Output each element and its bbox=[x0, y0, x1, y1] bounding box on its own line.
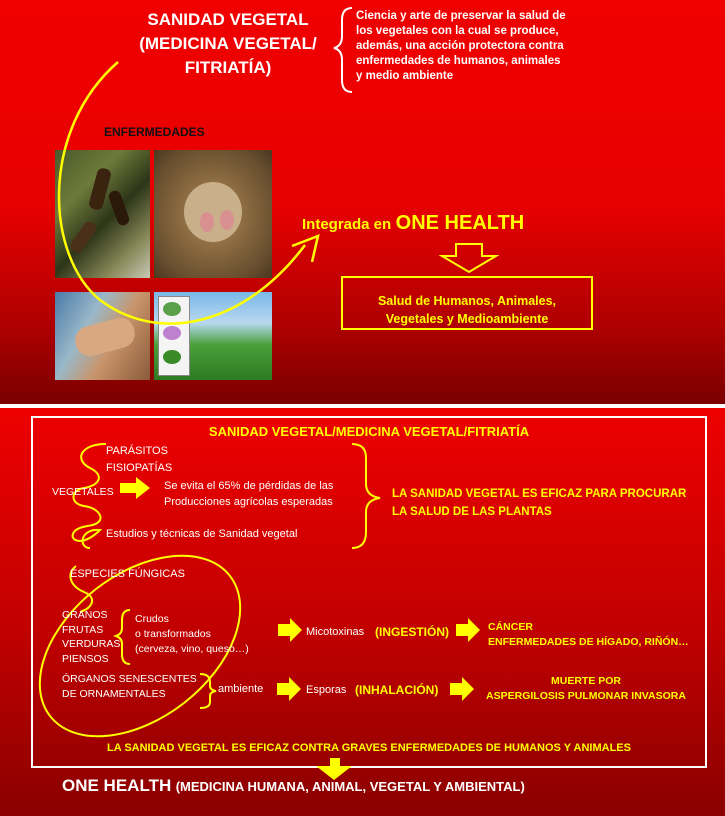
crudos-text: Crudos o transformados (cerveza, vino, queso…) bbox=[135, 613, 249, 655]
arrow-esporas bbox=[277, 677, 301, 701]
studies-label: Estudios y técnicas de Sanidad vegetal bbox=[106, 528, 298, 540]
arrow-micotoxinas bbox=[278, 618, 302, 642]
fisiopatias-label: FISIOPATÍAS bbox=[106, 462, 173, 474]
definition-text: Ciencia y arte de preservar la salud de los vegetales con la cual se produce, además, una acción protectora contra enfermedades de humanos, animales y medio ambiente bbox=[356, 10, 566, 82]
esporas-label: Esporas bbox=[306, 684, 347, 696]
especies-fungicas-label: ESPECIES FÚNGICAS bbox=[70, 568, 185, 580]
slide1-arrows bbox=[0, 0, 725, 404]
ambiente-label: ambiente bbox=[218, 683, 264, 695]
micotoxinas-label: Micotoxinas bbox=[306, 626, 365, 638]
slide2-header: SANIDAD VEGETAL/MEDICINA VEGETAL/FITRIATÍA bbox=[208, 424, 530, 439]
organs-label: ÓRGANOS SENESCENTES DE ORNAMENTALES bbox=[62, 673, 197, 700]
conclusion-plants: LA SANIDAD VEGETAL ES EFICAZ PARA PROCURAR LA SALUD DE LAS PLANTAS bbox=[392, 488, 687, 518]
one-health-label: ONE HEALTH bbox=[395, 212, 525, 234]
organs-brace bbox=[200, 674, 216, 708]
effects-inhalation: MUERTE POR ASPERGILOSIS PULMONAR INVASORA bbox=[486, 675, 686, 702]
health-box: Salud de Humanos, Animales, Vegetales y Medioambiente bbox=[341, 276, 593, 330]
arrow-ingestion bbox=[456, 618, 480, 642]
plants-brace bbox=[352, 444, 380, 548]
curved-arrow bbox=[59, 62, 305, 324]
slide-plant-health bbox=[0, 408, 725, 816]
arrow-inhalacion bbox=[450, 677, 474, 701]
vegetales-label: VEGETALES bbox=[52, 486, 114, 498]
products-list: GRANOS FRUTAS VERDURAS PIENSOS bbox=[62, 609, 121, 665]
conclusion-humans: LA SANIDAD VEGETAL ES EFICAZ CONTRA GRAVES ENFERMEDADES DE HUMANOS Y ANIMALES bbox=[107, 742, 631, 754]
footer-subtitle: (MEDICINA HUMANA, ANIMAL, VEGETAL Y AMBIENTAL) bbox=[175, 779, 525, 794]
footer bbox=[62, 776, 525, 796]
ingestion-label: (INGESTIÓN) bbox=[375, 625, 449, 639]
main-title: SANIDAD VEGETAL (MEDICINA VEGETAL/ FITRIATÍA) bbox=[139, 10, 317, 77]
footer-one-health: ONE HEALTH bbox=[62, 776, 172, 795]
arrow-loss bbox=[120, 477, 150, 499]
down-arrow bbox=[442, 244, 496, 272]
parasitos-label: PARÁSITOS bbox=[106, 445, 168, 457]
slide-one-health-intro bbox=[0, 0, 725, 404]
definition-brace bbox=[334, 8, 352, 92]
integrated-label: Integrada en ONE HEALTH bbox=[302, 212, 525, 234]
effects-ingestion: CÁNCER ENFERMEDADES DE HÍGADO, RIÑÓN… bbox=[488, 621, 689, 648]
inhalacion-label: (INHALACIÓN) bbox=[355, 683, 439, 697]
diseases-label: ENFERMEDADES bbox=[104, 125, 205, 139]
loss-text: Se evita el 65% de pérdidas de las Producciones agrícolas esperadas bbox=[164, 480, 334, 508]
